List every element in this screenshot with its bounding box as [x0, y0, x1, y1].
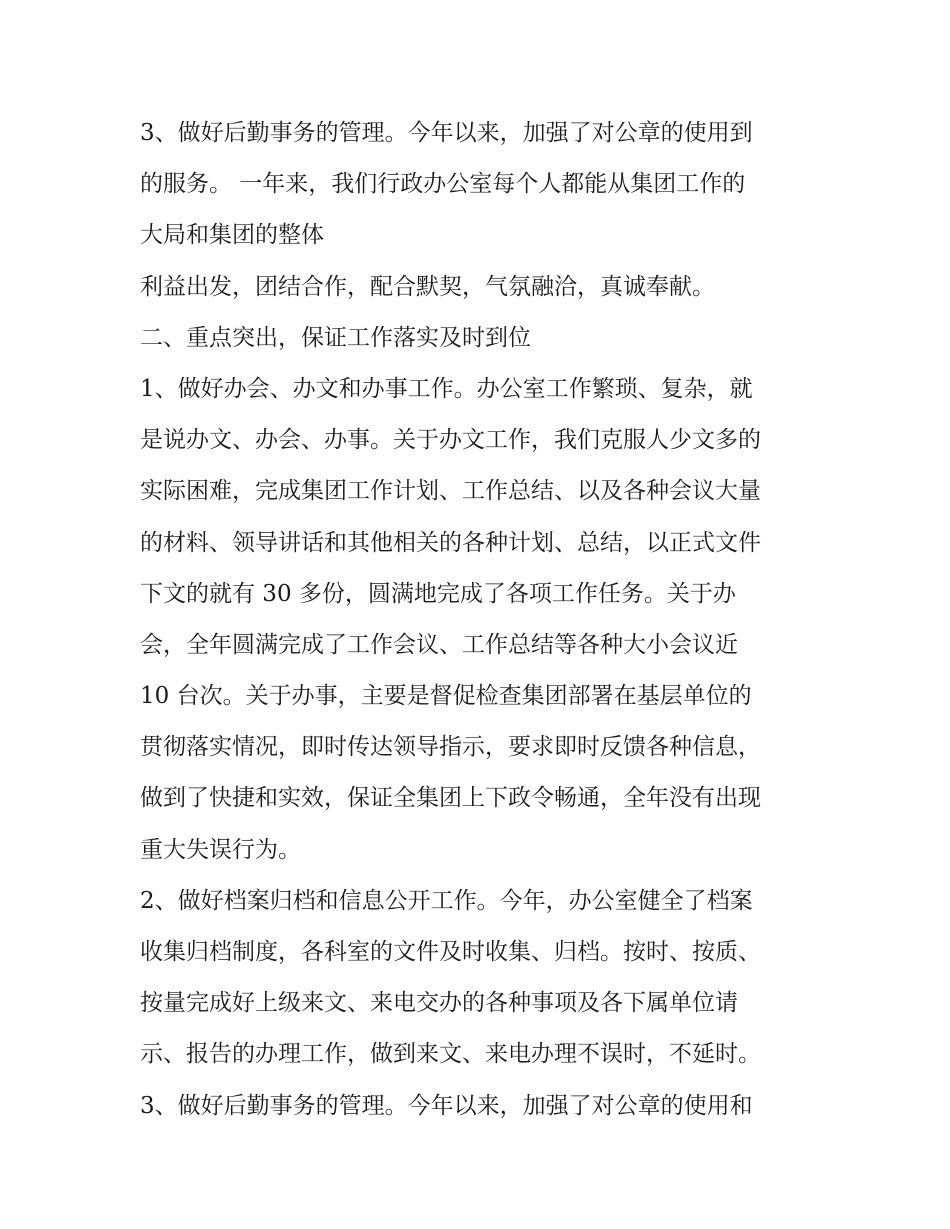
paragraph-line: 利益出发，团结合作，配合默契，气氛融洽，真诚奉献。: [140, 273, 715, 300]
paragraph-line: 3、做好后勤事务的管理。今年以来，加强了对公章的使用到: [140, 120, 753, 146]
paragraph-line: 2、做好档案归档和信息公开工作。今年，办公室健全了档案: [140, 887, 753, 914]
paragraph-line: 3、做好后勤事务的管理。今年以来，加强了对公章的使用和: [140, 1092, 753, 1119]
paragraph-line: 10 台次。关于办事，主要是督促检查集团部署在基层单位的: [140, 683, 752, 710]
paragraph-line: 是说办文、办会、办事。关于办文工作，我们克服人少文多的: [140, 427, 761, 454]
paragraph-line: 做到了快捷和实效，保证全集团上下政令畅通，全年没有出现: [140, 785, 761, 812]
paragraph-line: 大局和集团的整体: [140, 222, 324, 249]
paragraph-line: 贯彻落实情况，即时传达领导指示，要求即时反馈各种信息，: [140, 734, 761, 761]
paragraph-line: 下文的就有 30 多份，圆满地完成了各项工作任务。关于办: [140, 580, 736, 607]
paragraph-line: 重大失误行为。: [140, 836, 301, 863]
paragraph-line: 示、报告的办理工作，做到来文、来电办理不误时，不延时。: [140, 1041, 761, 1068]
paragraph-line: 1、做好办会、办文和办事工作。办公室工作繁琐、复杂，就: [140, 375, 753, 402]
paragraph-line: 的服务。 一年来，我们行政办公室每个人都能从集团工作的: [140, 171, 746, 198]
section-heading: 二、重点突出，保证工作落实及时到位: [140, 324, 531, 351]
document-body: [140, 108, 830, 1132]
paragraph-line: 会，全年圆满完成了工作会议、工作总结等各种大小会议近: [140, 631, 738, 658]
paragraph-line: 的材料、领导讲话和其他相关的各种计划、总结，以正式文件: [140, 529, 761, 556]
paragraph-line: 实际困难，完成集团工作计划、工作总结、以及各种会议大量: [140, 478, 761, 505]
paragraph-line: 按量完成好上级来文、来电交办的各种事项及各下属单位请: [140, 990, 738, 1017]
paragraph-line: 收集归档制度，各科室的文件及时收集、归档。按时、按质、: [140, 939, 761, 965]
